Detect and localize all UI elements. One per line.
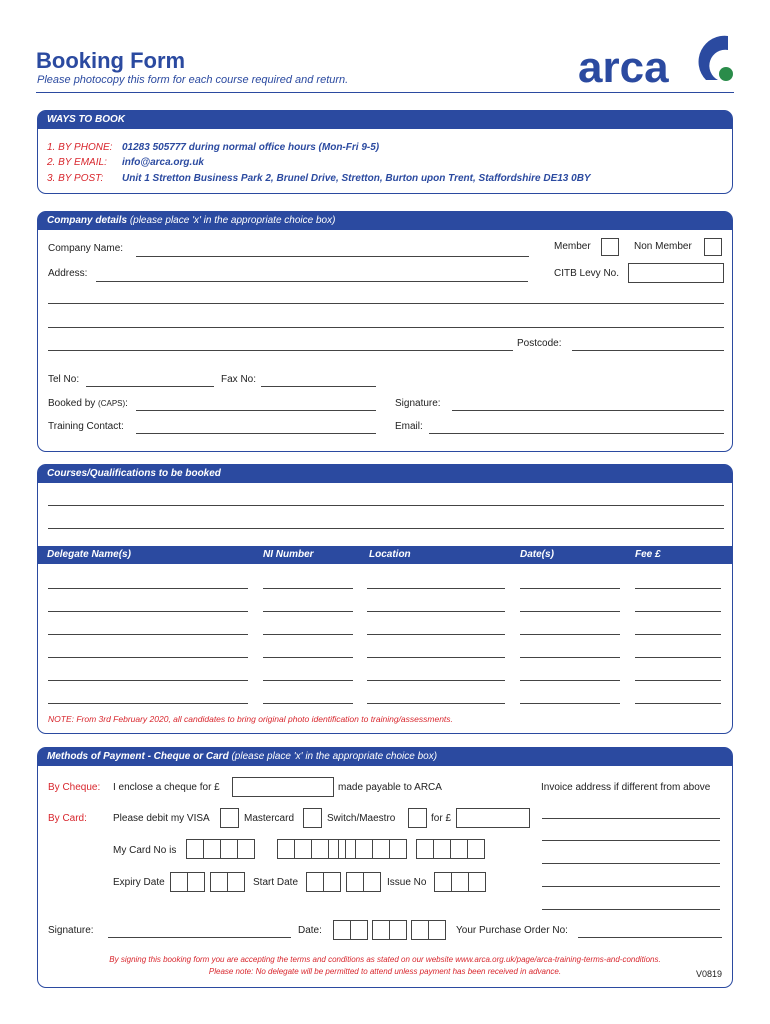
ways-to-book-section bbox=[37, 110, 733, 194]
ways-email-label: 2. BY EMAIL: bbox=[47, 157, 107, 168]
course-field-2[interactable] bbox=[48, 528, 724, 529]
dates-field[interactable] bbox=[520, 657, 620, 658]
ni-number-field[interactable] bbox=[263, 634, 353, 635]
address-field-3[interactable] bbox=[48, 327, 724, 328]
ni-number-field[interactable] bbox=[263, 703, 353, 704]
tel-label: Tel No: bbox=[48, 374, 80, 385]
signature-label: Signature: bbox=[395, 398, 441, 409]
payment-heading bbox=[38, 748, 732, 766]
delegate-name-field[interactable] bbox=[48, 703, 248, 704]
training-contact-label: Training Contact: bbox=[48, 421, 124, 432]
non-member-checkbox[interactable] bbox=[704, 238, 722, 256]
delegate-header-bar bbox=[38, 546, 732, 564]
company-name-label: Company Name: bbox=[48, 243, 124, 254]
address-field-2[interactable] bbox=[48, 303, 724, 304]
payment-section bbox=[37, 747, 733, 988]
start-month-boxes[interactable] bbox=[306, 872, 340, 892]
start-year-boxes[interactable] bbox=[346, 872, 380, 892]
dates-field[interactable] bbox=[520, 703, 620, 704]
delegate-name-field[interactable] bbox=[48, 657, 248, 658]
card-for-label: for £ bbox=[431, 813, 452, 824]
ways-email-value: info@arca.org.uk bbox=[122, 157, 204, 168]
payment-month-boxes[interactable] bbox=[372, 920, 406, 940]
delegate-name-field[interactable] bbox=[48, 634, 248, 635]
ways-post-label: 3. BY POST: bbox=[47, 173, 104, 184]
fax-field[interactable] bbox=[261, 386, 376, 387]
email-label: Email: bbox=[395, 421, 423, 432]
delegate-name-field[interactable] bbox=[48, 680, 248, 681]
cheque-text: I enclose a cheque for £ bbox=[113, 782, 220, 793]
fee-field[interactable] bbox=[635, 588, 721, 589]
fee-field[interactable] bbox=[635, 680, 721, 681]
location-field[interactable] bbox=[367, 588, 505, 589]
invoice-address-line-3[interactable] bbox=[542, 863, 720, 864]
debit-visa-label: Please debit my VISA bbox=[113, 813, 210, 824]
location-field[interactable] bbox=[367, 703, 505, 704]
payment-notice: Please note: No delegate will be permitted to attend unless payment has been received in advance. bbox=[208, 967, 562, 976]
card-number-group-2[interactable] bbox=[277, 839, 345, 859]
dates-field[interactable] bbox=[520, 611, 620, 612]
col-delegate-name: Delegate Name(s) bbox=[47, 549, 131, 560]
invoice-address-label: Invoice address if different from above bbox=[541, 782, 711, 793]
expiry-year-boxes[interactable] bbox=[210, 872, 244, 892]
logo-text: arca bbox=[578, 43, 669, 90]
fax-label: Fax No: bbox=[221, 374, 257, 385]
card-number-group-4[interactable] bbox=[416, 839, 484, 859]
course-field-1[interactable] bbox=[48, 505, 724, 506]
booked-by-field[interactable] bbox=[136, 410, 376, 411]
col-location: Location bbox=[369, 549, 411, 560]
ni-number-field[interactable] bbox=[263, 657, 353, 658]
start-date-label: Start Date bbox=[253, 877, 299, 888]
address-field-4[interactable] bbox=[48, 350, 513, 351]
card-number-group-1[interactable] bbox=[186, 839, 254, 859]
booked-by-caps: (CAPS) bbox=[98, 399, 126, 408]
ways-post-value: Unit 1 Stretton Business Park 2, Brunel Drive, Stretton, Burton upon Trent, Staffordshire DE13 0BY bbox=[122, 173, 591, 184]
location-field[interactable] bbox=[367, 680, 505, 681]
postcode-field[interactable] bbox=[572, 350, 724, 351]
purchase-order-field[interactable] bbox=[578, 937, 722, 938]
ways-phone-label: 1. BY PHONE: bbox=[47, 142, 113, 153]
issue-no-boxes[interactable] bbox=[434, 872, 485, 892]
invoice-address-line-1[interactable] bbox=[542, 818, 720, 819]
card-amount-input[interactable] bbox=[456, 808, 530, 828]
payable-text: made payable to ARCA bbox=[338, 782, 442, 793]
col-ni-number: NI Number bbox=[263, 549, 314, 560]
dates-field[interactable] bbox=[520, 588, 620, 589]
payment-date-label: Date: bbox=[298, 925, 322, 936]
page-title: Booking Form bbox=[36, 48, 186, 73]
training-contact-field[interactable] bbox=[136, 433, 376, 434]
courses-heading: Courses/Qualifications to be booked bbox=[38, 465, 732, 483]
card-number-label: My Card No is bbox=[113, 845, 177, 856]
delegate-name-field[interactable] bbox=[48, 611, 248, 612]
by-card-label: By Card: bbox=[48, 813, 87, 824]
dates-field[interactable] bbox=[520, 680, 620, 681]
signature-field[interactable] bbox=[452, 410, 724, 411]
ni-number-field[interactable] bbox=[263, 680, 353, 681]
card-number-group-3[interactable] bbox=[338, 839, 406, 859]
booked-by-label bbox=[48, 398, 128, 409]
company-name-field[interactable] bbox=[136, 256, 529, 257]
invoice-address-line-4[interactable] bbox=[542, 886, 720, 887]
arca-logo bbox=[578, 34, 738, 90]
payment-signature-field[interactable] bbox=[108, 937, 291, 938]
fee-field[interactable] bbox=[635, 703, 721, 704]
location-field[interactable] bbox=[367, 634, 505, 635]
switch-maestro-label: Switch/Maestro bbox=[327, 813, 396, 824]
member-label: Member bbox=[554, 241, 591, 252]
logo-dot-icon bbox=[719, 67, 733, 81]
col-fee: Fee £ bbox=[635, 549, 661, 560]
citb-input[interactable] bbox=[628, 263, 724, 283]
version-label: V0819 bbox=[695, 969, 722, 979]
ni-number-field[interactable] bbox=[263, 611, 353, 612]
member-checkbox[interactable] bbox=[601, 238, 619, 256]
fee-field[interactable] bbox=[635, 657, 721, 658]
ways-heading: WAYS TO BOOK bbox=[38, 111, 732, 129]
fee-field[interactable] bbox=[635, 634, 721, 635]
company-heading-note: (please place 'x' in the appropriate choice box) bbox=[129, 215, 336, 226]
postcode-label: Postcode: bbox=[517, 338, 562, 349]
fee-field[interactable] bbox=[635, 611, 721, 612]
courses-section bbox=[37, 464, 733, 734]
address-label: Address: bbox=[48, 268, 88, 279]
location-field[interactable] bbox=[367, 657, 505, 658]
mastercard-checkbox[interactable] bbox=[303, 808, 322, 828]
terms-text: By signing this booking form you are accepting the terms and conditions as stated on our website www.arca.org.uk/page/arca-training-terms-and-conditions. bbox=[109, 955, 661, 964]
payment-signature-label: Signature: bbox=[48, 925, 94, 936]
page-subtitle: Please photocopy this form for each course required and return. bbox=[37, 74, 349, 86]
visa-checkbox[interactable] bbox=[220, 808, 239, 828]
company-details-section bbox=[37, 211, 733, 452]
citb-label: CITB Levy No. bbox=[554, 268, 620, 279]
company-heading-title: Company details bbox=[47, 215, 128, 226]
expiry-date-boxes[interactable] bbox=[170, 872, 204, 892]
payment-heading-title: Methods of Payment - Cheque or Card bbox=[47, 751, 229, 762]
col-dates: Date(s) bbox=[520, 549, 554, 560]
photo-id-note: NOTE: From 3rd February 2020, all candidates to bring original photo identification to training/assessments. bbox=[48, 714, 453, 724]
switch-maestro-checkbox[interactable] bbox=[408, 808, 427, 828]
payment-heading-note: (please place 'x' in the appropriate choice box) bbox=[231, 751, 438, 762]
payment-year-boxes[interactable] bbox=[411, 920, 445, 940]
ni-number-field[interactable] bbox=[263, 588, 353, 589]
dates-field[interactable] bbox=[520, 634, 620, 635]
header-divider bbox=[36, 92, 734, 93]
booked-by-colon: : bbox=[125, 398, 128, 409]
expiry-label: Expiry Date bbox=[113, 877, 165, 888]
invoice-address-line-2[interactable] bbox=[542, 840, 720, 841]
non-member-label: Non Member bbox=[634, 241, 692, 252]
by-cheque-label: By Cheque: bbox=[48, 782, 101, 793]
company-heading bbox=[38, 212, 732, 230]
mastercard-label: Mastercard bbox=[244, 813, 295, 824]
purchase-order-label: Your Purchase Order No: bbox=[456, 925, 568, 936]
delegate-name-field[interactable] bbox=[48, 588, 248, 589]
issue-no-label: Issue No bbox=[387, 877, 427, 888]
booked-by-text: Booked by bbox=[48, 398, 96, 409]
ways-phone-value: 01283 505777 during normal office hours (Mon-Fri 9-5) bbox=[122, 142, 380, 153]
tel-field[interactable] bbox=[86, 386, 214, 387]
location-field[interactable] bbox=[367, 611, 505, 612]
payment-day-boxes[interactable] bbox=[333, 920, 367, 940]
invoice-address-line-5[interactable] bbox=[542, 909, 720, 910]
address-field-1[interactable] bbox=[96, 281, 528, 282]
cheque-amount-input[interactable] bbox=[232, 777, 334, 797]
email-field[interactable] bbox=[429, 433, 724, 434]
